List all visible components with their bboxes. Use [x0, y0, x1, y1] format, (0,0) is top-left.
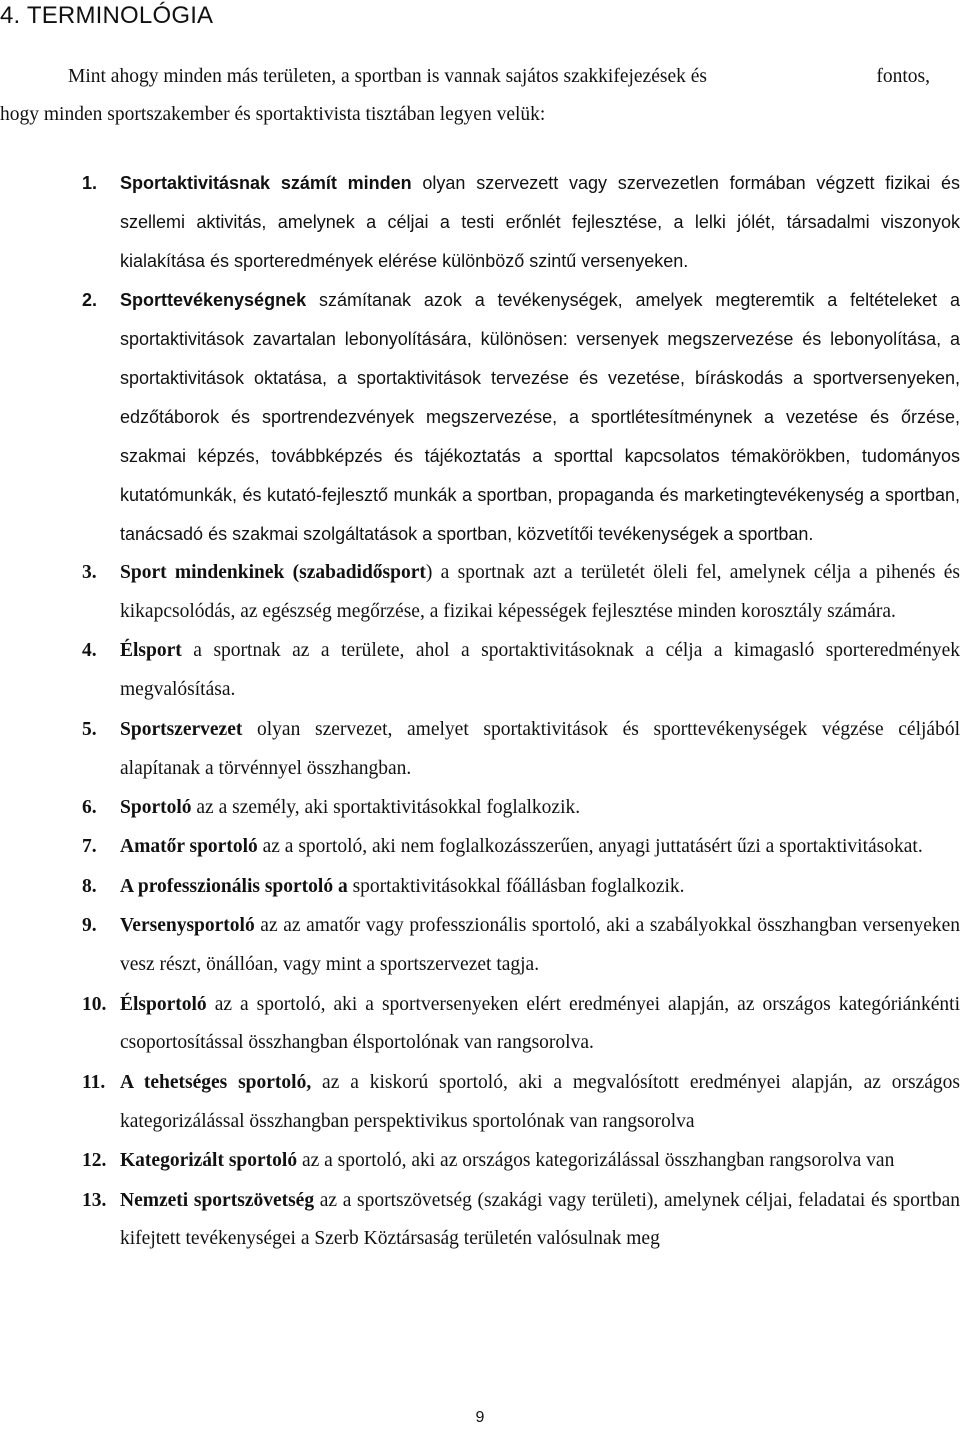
item-body: [120, 1064, 960, 1142]
item-number: 3.: [82, 562, 97, 584]
item-number: 5.: [82, 718, 97, 740]
list-item: [82, 1142, 960, 1181]
list-item: [82, 711, 960, 789]
intro-line-1-right: fontos,: [876, 66, 930, 87]
item-text: olyan szervezet, amelyet sportaktivitások és sporttevékenységek végzése céljából alapítanak a törvénnyel összhangban.: [120, 718, 960, 779]
item-term: Versenysportoló: [120, 915, 255, 937]
item-body: [120, 164, 960, 281]
list-item: [82, 789, 960, 828]
item-term: Sporttevékenységnek: [120, 290, 307, 311]
terminology-list: [82, 164, 960, 1260]
item-number: 7.: [82, 836, 97, 858]
intro-line-2: hogy minden sportszakember és sportaktivista tisztában legyen velük:: [0, 104, 546, 125]
list-item: [82, 907, 960, 985]
item-term: A professzionális sportoló a: [120, 875, 348, 897]
item-text: sportaktivitásokkal főállásban foglalkozik.: [347, 875, 685, 897]
list-item: [82, 986, 960, 1064]
item-number: 8.: [82, 875, 97, 897]
item-body: [120, 868, 960, 907]
list-item: [82, 868, 960, 907]
item-body: [120, 711, 960, 789]
intro-paragraph: [0, 58, 930, 134]
item-term: Sport mindenkinek (szabadidősport: [120, 562, 426, 584]
item-body: [120, 554, 960, 632]
item-body: [120, 632, 960, 710]
item-number: 4.: [82, 640, 97, 662]
item-number: 9.: [82, 915, 97, 937]
item-text: az a sportoló, aki a sportversenyeken elért eredményei alapján, az országos kategóriánkénti csoportosítással összhangban élsportolónak van rangsorolva.: [120, 993, 960, 1054]
item-text: számítanak azok a tevékenységek, amelyek megteremtik a feltételeket a sportaktivitások zavartalan lebonyolítására, különösen: versenyek megszervezése és lebonyolítása, a sportaktivitások oktatása, a sportaktivitások tervezése és vezetése, bíráskodás a sportversenyeken, edzőtáborok és sportrendezvények megszervezése, a sportlétesítménynek a vezetése és őrzése, szakmai képzés, továbbképzés és tájékoztatás a sporttal kapcsolatos témakörökben, tudományos kutatómunkák, és kutató-fejlesztő munkák a sportban, propaganda és marketingtevékenység a sportban, tanácsadó és szakmai szolgáltatások a sportban, közvetítői tevékenységek a sportban.: [120, 290, 960, 544]
list-item: [82, 554, 960, 632]
list-item: [82, 281, 960, 553]
item-number: 13.: [82, 1189, 107, 1211]
item-number: 1.: [82, 173, 98, 193]
list-item: [82, 164, 960, 281]
intro-line-1-left: Mint ahogy minden más területen, a sportban is vannak sajátos szakkifejezések és: [68, 66, 707, 87]
item-body: [120, 828, 960, 867]
intro-line-1: [0, 58, 930, 96]
item-text: ) a sportnak azt a területét öleli fel, amelynek célja a pihenés és kikapcsolódás, az egészség megőrzése, a fizikai képességek fejlesztése minden korosztály számára.: [120, 562, 960, 622]
item-text: az az amatőr vagy professzionális sportoló, aki a szabályokkal összhangban versenyeken vesz részt, önállóan, vagy mint a sportszervezet tagja.: [120, 915, 960, 976]
item-term: Élsportoló: [120, 993, 207, 1015]
item-text: olyan szervezett vagy szervezetlen formában végzett fizikai és szellemi aktivitás, amelynek a céljai a testi erőnlét fejlesztése, a lelki jólét, társadalmi viszonyok kialakítása és sporteredmények elérése különböző szintű versenyeken.: [120, 173, 960, 271]
item-number: 6.: [82, 797, 97, 818]
item-body: [120, 789, 960, 828]
item-text: az a sportoló, aki az országos kategorizálással összhangban rangsorolva van: [297, 1150, 895, 1172]
item-text: a sportnak az a területe, ahol a sportaktivitásoknak a célja a kimagasló sporteredmények megvalósítása.: [120, 640, 960, 701]
item-term: Amatőr sportoló: [120, 836, 258, 858]
item-term: Sportszervezet: [120, 718, 243, 740]
section-heading: 4. TERMINOLÓGIA: [0, 2, 214, 29]
item-text: az a személy, aki sportaktivitásokkal foglalkozik.: [191, 797, 581, 818]
item-term: Sportaktivitásnak számít minden: [120, 173, 412, 193]
item-number: 2.: [82, 290, 98, 311]
page-number: 9: [475, 1409, 485, 1426]
item-body: [120, 907, 960, 985]
item-body: [120, 986, 960, 1064]
list-item: [82, 828, 960, 867]
item-number: 12.: [82, 1150, 107, 1172]
item-text: az a sportszövetség (szakági vagy területi), amelynek céljai, feladatai és sportban kifejtett tevékenységei a Szerb Köztársaság területén valósulnak meg: [120, 1189, 960, 1250]
item-term: Kategorizált sportoló: [120, 1150, 298, 1172]
item-text: az a sportoló, aki nem foglalkozásszerűen, anyagi juttatásért űzi a sportaktivitásokat.: [257, 836, 923, 858]
item-term: A tehetséges sportoló,: [120, 1071, 312, 1093]
item-body: [120, 281, 960, 553]
item-term: Nemzeti sportszövetség: [120, 1189, 315, 1211]
item-body: [120, 1182, 960, 1260]
item-term: Sportoló: [120, 797, 192, 818]
list-item: [82, 1064, 960, 1142]
list-item: [82, 632, 960, 710]
item-term: Élsport: [120, 640, 182, 662]
item-text: az a kiskorú sportoló, aki a megvalósított eredményei alapján, az országos kategorizálással összhangban perspektivikus sportolónak van rangsorolva: [120, 1071, 960, 1132]
item-body: [120, 1142, 960, 1181]
item-number: 10.: [82, 993, 107, 1015]
list-item: [82, 1182, 960, 1260]
item-number: 11.: [82, 1071, 106, 1093]
